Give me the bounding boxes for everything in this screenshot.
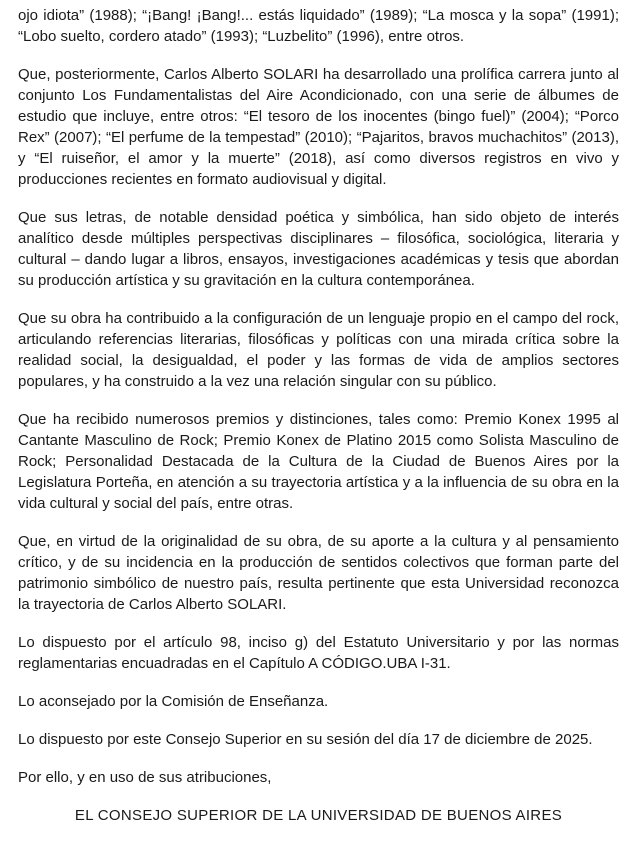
council-heading: EL CONSEJO SUPERIOR DE LA UNIVERSIDAD DE BUENOS AIRES [74,807,563,824]
paragraph-attributions: Por ello, y en uso de sus atribuciones, [18,769,272,786]
paragraph-fundamentalistas-career: Que, posteriormente, Carlos Alberto SOLARI ha desarrollado una prolífica carrera junto al conjunto Los Fundamentalistas del Aire Acondicionado, con una serie de álbumes de estudio que incluye, entre otros: “El tesoro de los inocentes (bingo fuel)” (2004); “Porco Rex” (2007); “El perfume de la tempestad” (2010); “Pajaritos, bravos muchachitos” (2013), y “El ruiseñor, el amor y la muerte” (2018), así como diversos registros en vivo y producciones recientes en formato audiovisual y digital. [18,66,619,188]
paragraph-discography-end: ojo idiota” (1988); “¡Bang! ¡Bang!... estás liquidado” (1989); “La mosca y la sopa” (1991); “Lobo suelto, cordero atado” (1993); “Luzbelito” (1996), entre otros. [18,7,619,45]
paragraph-recognition: Que, en virtud de la originalidad de su obra, de su aporte a la cultura y al pensamiento crítico, y de su incidencia en la producción de sentidos colectivos que forman parte del patrimonio simbólico de nuestro país, resulta pertinente que esta Universidad reconozca la trayectoria de Carlos Alberto SOLARI. [18,533,619,613]
paragraph-lyrics-analysis: Que sus letras, de notable densidad poética y simbólica, han sido objeto de interés analítico desde múltiples perspectivas disciplinares – filosófica, sociológica, literaria y cultural – dando lugar a libros, ensayos, investigaciones académicas y tesis que abordan su producción artística y su gravitación en la cultura contemporánea. [18,209,619,289]
paragraph-statute: Lo dispuesto por el artículo 98, inciso g) del Estatuto Universitario y por las normas reglamentarias encuadradas en el Capítulo A CÓDIGO.UBA I-31. [18,634,619,672]
document-page [18,5,619,826]
paragraph-rock-language: Que su obra ha contribuido a la configuración de un lenguaje propio en el campo del rock, articulando referencias literarias, filosóficas y políticas con una mirada crítica sobre la realidad social, la desigualdad, el poder y las formas de vida de amplios sectores populares, y ha construido a la vez una relación singular con su público. [18,310,619,390]
paragraph-awards: Que ha recibido numerosos premios y distinciones, tales como: Premio Konex 1995 al Cantante Masculino de Rock; Premio Konex de Platino 2015 como Solista Masculino de Rock; Personalidad Destacada de la Cultura de la Ciudad de Buenos Aires por la Legislatura Porteña, en atención a su trayectoria artística y a la influencia de su obra en la vida cultural y social del país, entre otras. [18,411,619,512]
paragraph-session: Lo dispuesto por este Consejo Superior en su sesión del día 17 de diciembre de 2025. [18,731,593,748]
paragraph-commission: Lo aconsejado por la Comisión de Enseñanza. [18,693,329,710]
